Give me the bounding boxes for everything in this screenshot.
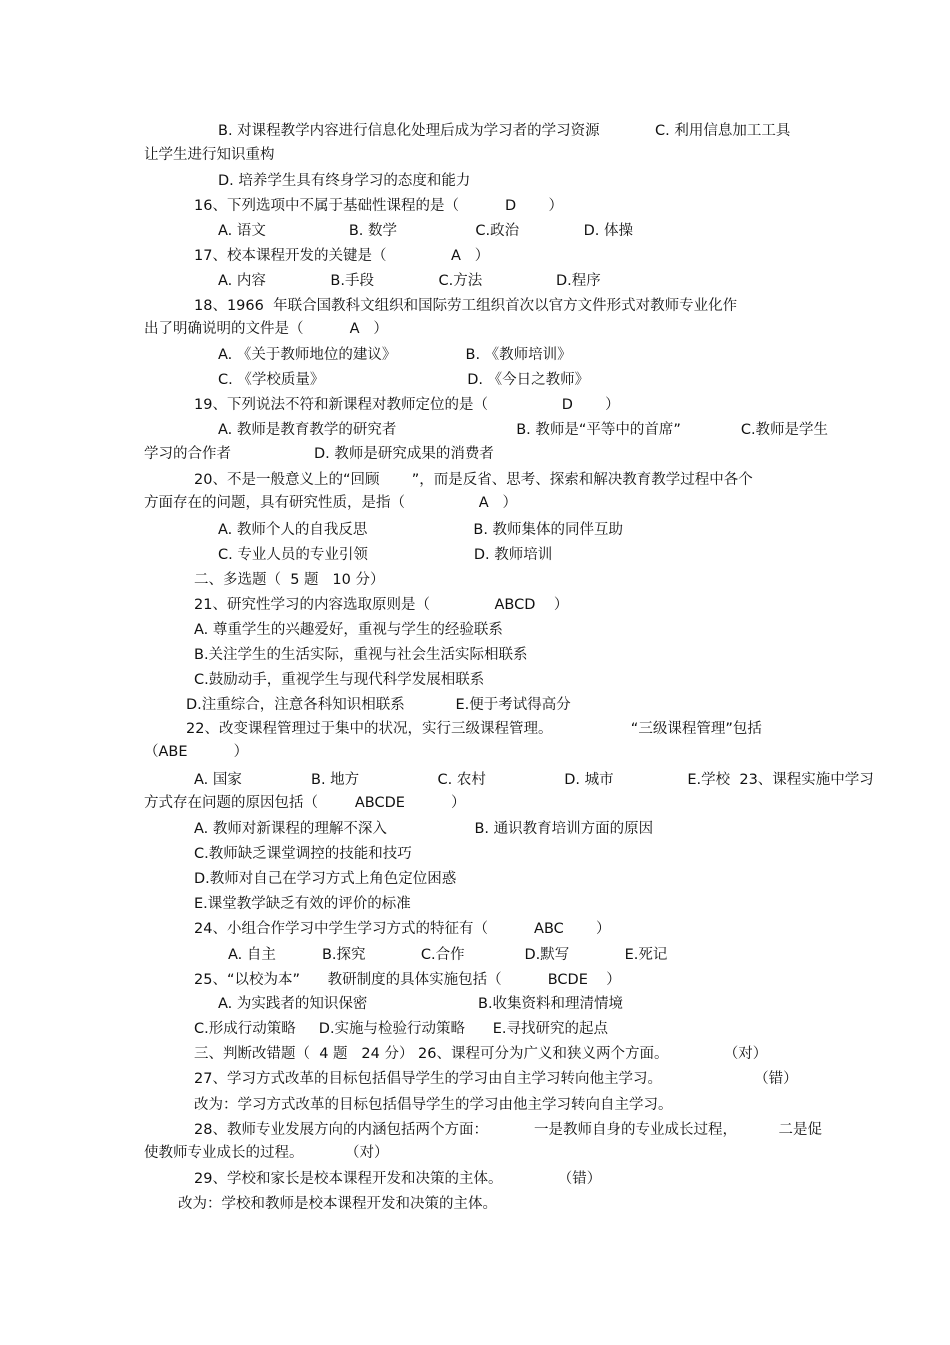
- text-line: D.注重综合，注意各科知识相联系 E.便于考试得高分: [186, 697, 571, 713]
- text-line: A. 教师个人的自我反思 B. 教师集体的同伴互助: [218, 522, 624, 538]
- text-line: 方式存在问题的原因包括（ ABCDE ）: [144, 795, 466, 811]
- text-line: 28、教师专业发展方向的内涵包括两个方面： 一是教师自身的专业成长过程， 二是促: [194, 1122, 823, 1138]
- text-line: 22、改变课程管理过于集中的状况，实行三级课程管理。 “三级课程管理”包括: [186, 721, 762, 737]
- text-line: A. 为实践者的知识保密 B.收集资料和理清情境: [218, 996, 624, 1012]
- text-line: （ABE ）: [144, 744, 249, 760]
- section-heading: 三、判断改错题（ 4 题 24 分） 26、课程可分为广义和狭义两个方面。 （对）: [194, 1046, 768, 1062]
- text-line: 21、研究性学习的内容选取原则是（ ABCD ）: [194, 597, 569, 613]
- text-line: 24、小组合作学习中学生学习方式的特征有（ ABC ）: [194, 921, 611, 937]
- section-heading: 二、多选题（ 5 题 10 分）: [194, 572, 385, 588]
- text-line: 出了明确说明的文件是（ A ）: [144, 321, 388, 337]
- text-line: C. 《学校质量》 D. 《今日之教师》: [218, 372, 590, 388]
- text-line: E.课堂教学缺乏有效的评价的标准: [194, 896, 411, 912]
- text-line: B.关注学生的生活实际，重视与社会生活实际相联系: [194, 647, 528, 663]
- text-line: D.教师对自己在学习方式上角色定位困惑: [194, 871, 457, 887]
- text-line: A. 国家 B. 地方 C. 农村 D. 城市 E.学校 23、课程实施中学习: [194, 772, 874, 788]
- text-line: 17、校本课程开发的关键是（ A ）: [194, 248, 490, 264]
- text-line: 29、学校和家长是校本课程开发和决策的主体。 （错）: [194, 1171, 602, 1187]
- text-line: A. 《关于教师地位的建议》 B. 《教师培训》: [218, 347, 572, 363]
- text-line: A. 语文 B. 数学 C.政治 D. 体操: [218, 223, 634, 239]
- text-line: 25、“以校为本” 教研制度的具体实施包括（ BCDE ）: [194, 972, 621, 988]
- text-line: B. 对课程教学内容进行信息化处理后成为学习者的学习资源 C. 利用信息加工工具: [218, 123, 791, 139]
- text-line: 学习的合作者 D. 教师是研究成果的消费者: [144, 446, 494, 462]
- text-line: A. 教师对新课程的理解不深入 B. 通识教育培训方面的原因: [194, 821, 654, 837]
- text-line: 方面存在的问题，具有研究性质，是指（ A ）: [144, 495, 517, 511]
- text-line: C. 专业人员的专业引领 D. 教师培训: [218, 547, 553, 563]
- text-line: A. 教师是教育教学的研究者 B. 教师是“平等中的首席” C.教师是学生: [218, 422, 829, 438]
- text-line: 16、下列选项中不属于基础性课程的是（ D ）: [194, 198, 563, 214]
- text-line: C.形成行动策略 D.实施与检验行动策略 E.寻找研究的起点: [194, 1021, 608, 1037]
- text-line: D. 培养学生具有终身学习的态度和能力: [218, 173, 471, 189]
- text-line: 27、学习方式改革的目标包括倡导学生的学习由自主学习转向他主学习。 （错）: [194, 1071, 798, 1087]
- text-line: 改为：学习方式改革的目标包括倡导学生的学习由他主学习转向自主学习。: [194, 1097, 673, 1113]
- text-line: A. 尊重学生的兴趣爱好，重视与学生的经验联系: [194, 622, 503, 638]
- text-line: C.教师缺乏课堂调控的技能和技巧: [194, 846, 412, 862]
- text-line: 改为：学校和教师是校本课程开发和决策的主体。: [178, 1196, 497, 1212]
- text-line: C.鼓励动手，重视学生与现代科学发展相联系: [194, 672, 485, 688]
- text-line: A. 自主 B.探究 C.合作 D.默写 E.死记: [228, 947, 668, 963]
- text-line: 使教师专业成长的过程。 （对）: [144, 1145, 389, 1161]
- text-line: 19、下列说法不符和新课程对教师定位的是（ D ）: [194, 397, 620, 413]
- text-line: 18、1966 年联合国教科文组织和国际劳工组织首次以官方文件形式对教师专业化作: [194, 298, 738, 314]
- text-line: 20、不是一般意义上的“回顾 ”，而是反省、思考、探索和解决教育教学过程中各个: [194, 472, 753, 488]
- text-line: 让学生进行知识重构: [144, 147, 275, 163]
- text-line: A. 内容 B.手段 C.方法 D.程序: [218, 273, 601, 289]
